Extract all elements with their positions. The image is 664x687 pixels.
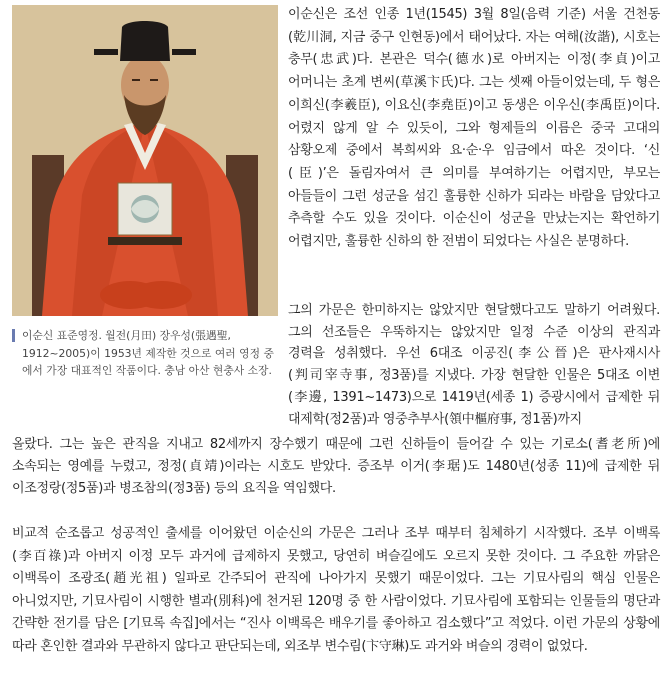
paragraph-3: 비교적 순조롭고 성공적인 출세를 이어왔던 이순신의 가문은 그러나 조부 때부터 침체하기 시작했다. 조부 이백록(李百祿)과 아버지 이정 모두 과거에 급제하지 못했고, 당연히 벼슬길에도 오르지 못한 것이다. 그 주요한 까닭은 이백록이 조광조(趙光祖) 일파로 간주되어 관직에 나아가지 못했기 때문이었다. 그는 기묘사림의 핵심 인물은 아니었지만, 기묘사림이 시행한 별과(別科)에 천거된 120명 중 한 사람이었다. 기묘사림에 포함되는 인물들의 명단과 간략한 전기를 담은 [기묘록 속집]에서는 “진사 이백록은 배우기를 좋아하고 검소했다”고 적었다. 이런 가문의 상황에 따라 혼인한 결과와 무관하지 않다고 판단되는데, 외조부 변수림(卞守琳)도 과거와 벼슬의 경력이 없었다. [12, 526, 660, 654]
paragraph-1: 이순신은 조선 인종 1년(1545) 3월 8일(음력 기준) 서울 건천동(乾川洞, 지금 중구 인현동)에서 태어났다. 자는 여해(汝諧), 시호는 충무(忠武)다. 본관은 덕수(德水)로 아버지는 이정(李貞)이고 어머니는 초계 변씨(草溪卞氏)다. 그는 셋째 아들이었는데, 두 형은 이희신(李羲臣), 이요신(李堯臣)이고 동생은 이우신(李禹臣)이다. 어렸지 않게 알 수 있듯이, 그와 형제들의 이름은 중국 고대의 삼황오제 중에서 복희씨와 요·순·우 임금에서 따온 것이다. ‘신(臣)’은 돌림자여서 큰 의미를 부여하기는 어렵지만, 부모는 아들들이 그런 성군을 섬긴 훌륭한 신하가 되라는 바람을 담았다고 추측할 수도 있을 것이다. 이순신이 성군을 만났는지는 확언하기 어렵지만, 훌륭한 신하의 한 전범이 되었다는 사실은 분명하다. [288, 7, 660, 250]
paragraph-2-bottom: 올랐다. 그는 높은 관직을 지내고 82세까지 장수했기 때문에 그런 신하들이 들어갈 수 있는 기로소(耆老所)에 소속되는 영예를 누렸고, 정정(貞靖)이라는 시호도 받았다. 증조부 이거(李琚)도 1480년(성종 11)에 급제한 뒤 이조정랑(정5품)과 병조참의(정3품) 등의 요직을 역임했다. [12, 437, 660, 497]
paragraph-2-top: 그의 가문은 한미하지는 않았지만 현달했다고도 말하기 어려웠다. 그의 선조들은 우뚝하지는 않았지만 일정 수준 이상의 관직과 경력을 성취했다. 우선 6대조 이공진(李公晉)은 판사재시사(判司宰寺事, 정3품)를 지냈다. 가장 현달한 인물은 5대조 이변(李邊, 1391~1473)으로 1419년(세종 1) 증광시에서 급제한 뒤 대제학(정2품)과 영중추부사(領中樞府事, 정1품)까지 [288, 303, 660, 427]
portrait-painting-icon [12, 5, 278, 316]
portrait-image [12, 5, 278, 316]
image-caption: 이순신 표준영정. 월전(月田) 장우성(張遇聖, 1912~2005)이 1953년 제작한 것으로 여러 영정 중에서 가장 대표적인 작품이다. 충남 아산 현충사 소장. [22, 329, 274, 377]
